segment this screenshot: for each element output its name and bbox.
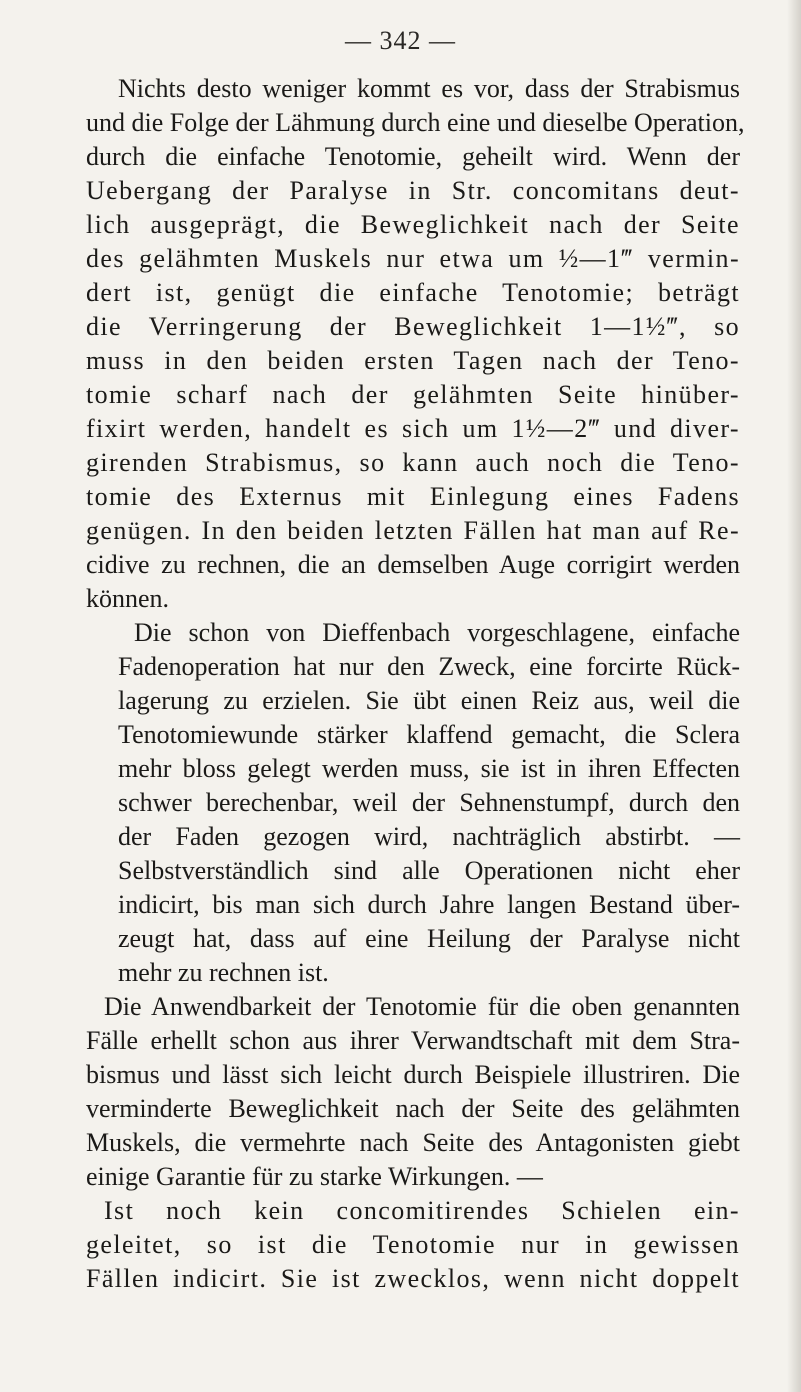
text-line: Die schon von Dieffenbach vorgeschlagene, einfache <box>134 618 740 647</box>
text-line: verminderte Beweglichkeit nach der Seite des gelähmten <box>86 1094 740 1123</box>
text-line: girenden Strabismus, so kann auch noch die Teno- <box>86 448 740 477</box>
text-line: Die Anwendbarkeit der Tenotomie für die oben genannten <box>104 992 740 1021</box>
text-line: Muskels, die vermehrte nach Seite des Antagonisten giebt <box>86 1128 740 1157</box>
text-line: indicirt, bis man sich durch Jahre langen Bestand über- <box>118 890 740 919</box>
text-line: Fälle erhellt schon aus ihrer Verwandtschaft mit dem Stra- <box>86 1026 740 1055</box>
text-line: der Faden gezogen wird, nachträglich abstirbt. — <box>118 822 740 851</box>
text-line: Fällen indicirt. Sie ist zwecklos, wenn nicht doppelt <box>86 1264 740 1293</box>
text-line: genügen. In den beiden letzten Fällen hat man auf Re- <box>86 516 740 545</box>
text-line: lich ausgeprägt, die Beweglichkeit nach der Seite <box>86 210 740 239</box>
text-line: des gelähmten Muskels nur etwa um ½—1‴ vermin- <box>86 244 740 273</box>
text-line: einige Garantie für zu starke Wirkungen. — <box>86 1162 543 1191</box>
text-line: durch die einfache Tenotomie, geheilt wird. Wenn der <box>86 142 740 171</box>
text-line: Uebergang der Paralyse in Str. concomitans deut- <box>86 176 740 205</box>
page-edge-shadow <box>787 0 801 1392</box>
text-line: schwer berechenbar, weil der Sehnenstumpf, durch den <box>118 788 740 817</box>
text-line: dert ist, genügt die einfache Tenotomie; beträgt <box>86 278 740 307</box>
text-line: zeugt hat, dass auf eine Heilung der Paralyse nicht <box>118 924 740 953</box>
text-line: und die Folge der Lähmung durch eine und dieselbe Operation, <box>86 108 745 137</box>
page-number: — 342 — <box>345 26 456 55</box>
text-line: können. <box>86 584 170 613</box>
text-line: Nichts desto weniger kommt es vor, dass der Strabismus <box>118 74 740 103</box>
text-line: die Verringerung der Beweglichkeit 1—1½‴, so <box>86 312 740 341</box>
text-line: Fadenoperation hat nur den Zweck, eine forcirte Rück- <box>118 652 740 681</box>
text-line: geleitet, so ist die Tenotomie nur in gewissen <box>86 1230 740 1259</box>
text-line: lagerung zu erzielen. Sie übt einen Reiz aus, weil die <box>118 686 740 715</box>
text-line: muss in den beiden ersten Tagen nach der Teno- <box>86 346 740 375</box>
text-line: Selbstverständlich sind alle Operationen nicht eher <box>118 856 740 885</box>
text-line: cidive zu rechnen, die an demselben Auge corrigirt werden <box>86 550 740 579</box>
text-line: Tenotomiewunde stärker klaffend gemacht, die Sclera <box>118 720 740 749</box>
text-line: Ist noch kein concomitirendes Schielen ein- <box>104 1196 740 1225</box>
text-line: fixirt werden, handelt es sich um 1½—2‴ und diver- <box>86 414 740 443</box>
text-line: mehr bloss gelegt werden muss, sie ist in ihren Effecten <box>118 754 740 783</box>
text-line: tomie scharf nach der gelähmten Seite hinüber- <box>86 380 740 409</box>
text-line: tomie des Externus mit Einlegung eines Fadens <box>86 482 740 511</box>
text-line: bismus und lässt sich leicht durch Beispiele illustriren. Die <box>86 1060 740 1089</box>
text-line: mehr zu rechnen ist. <box>118 958 329 987</box>
